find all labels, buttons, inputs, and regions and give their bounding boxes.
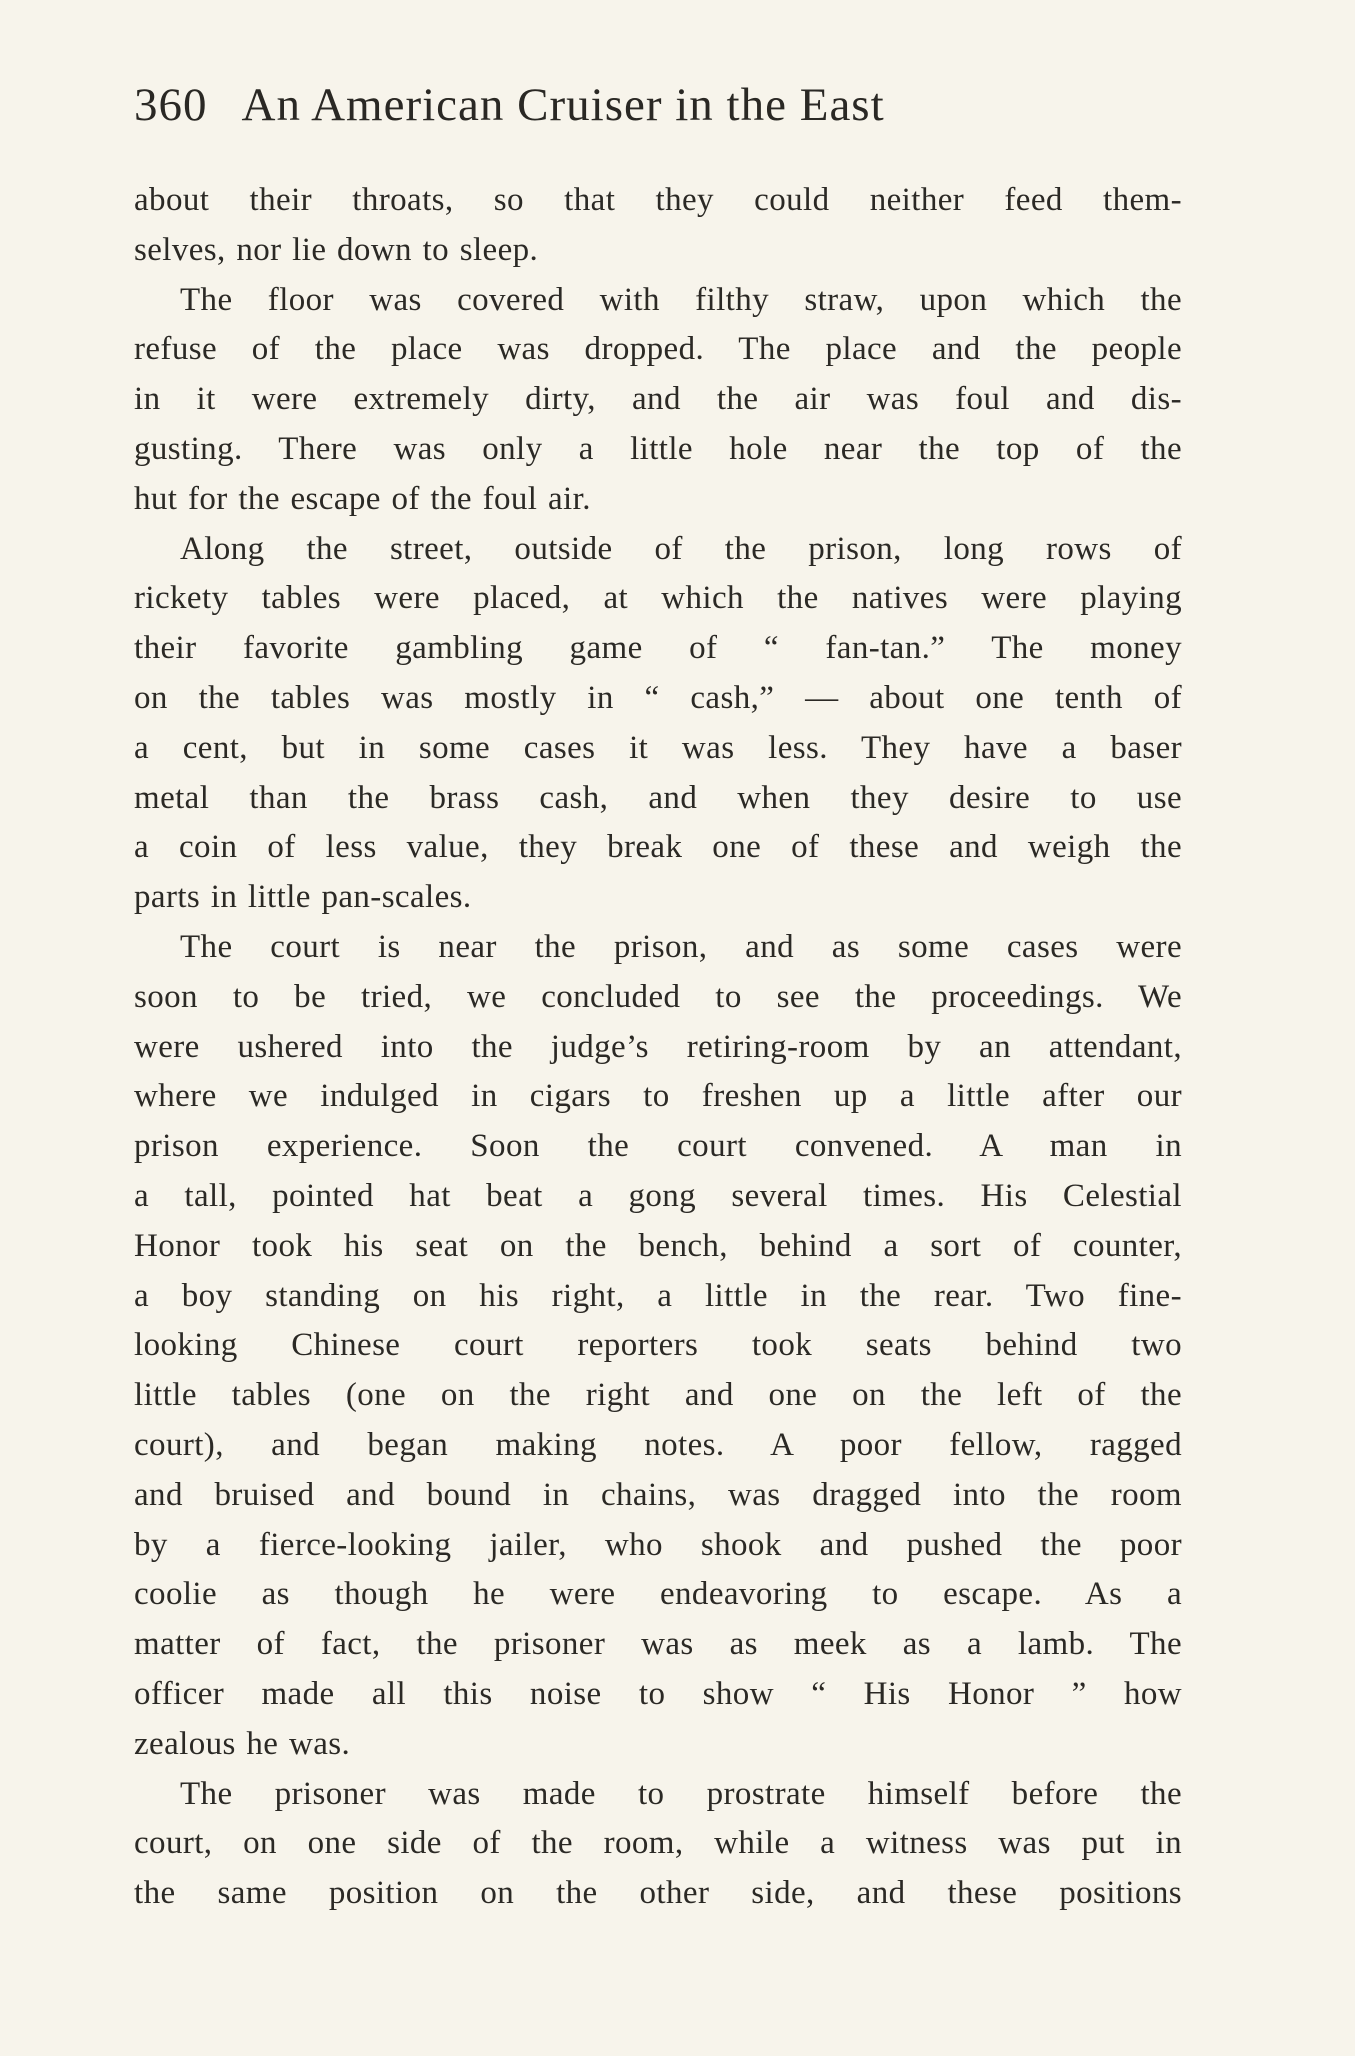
text-line: were ushered into the judge’s retiring-room by an attendant, <box>134 1028 1182 1065</box>
text-line: Honor took his seat on the bench, behind a sort of counter, <box>134 1227 1182 1264</box>
text-line: refuse of the place was dropped. The place and the people <box>134 331 1182 368</box>
text-line: on the tables was mostly in “ cash,” — about one tenth of <box>134 679 1182 716</box>
text-line: in it were extremely dirty, and the air was foul and dis- <box>134 381 1182 418</box>
text-line: court, on one side of the room, while a witness was put in <box>134 1825 1182 1862</box>
text-line: officer made all this noise to show “ His Honor ” how <box>134 1675 1182 1712</box>
text-line: Along the street, outside of the prison, long rows of <box>180 530 1182 567</box>
text-line: matter of fact, the prisoner was as meek as a lamb. The <box>134 1626 1182 1663</box>
text-line: The floor was covered with filthy straw, upon which the <box>180 281 1182 318</box>
text-line: The prisoner was made to prostrate himself before the <box>180 1775 1182 1812</box>
text-line: and bruised and bound in chains, was dragged into the room <box>134 1476 1182 1513</box>
text-line: a boy standing on his right, a little in the rear. Two fine- <box>134 1277 1182 1314</box>
running-head <box>134 78 1194 138</box>
text-line: parts in little pan-scales. <box>134 879 472 916</box>
text-line: the same position on the other side, and these positions <box>134 1875 1182 1912</box>
text-line: gusting. There was only a little hole near the top of the <box>134 430 1182 467</box>
text-line: hut for the escape of the foul air. <box>134 480 591 517</box>
text-line: little tables (one on the right and one on the left of the <box>134 1377 1182 1414</box>
text-line: where we indulged in cigars to freshen up a little after our <box>134 1078 1182 1115</box>
text-line: soon to be tried, we concluded to see the proceedings. We <box>134 978 1182 1015</box>
text-line: selves, nor lie down to sleep. <box>134 231 539 268</box>
text-line: court), and began making notes. A poor fellow, ragged <box>134 1426 1182 1463</box>
text-line: rickety tables were placed, at which the natives were playing <box>134 580 1182 617</box>
text-line: a coin of less value, they break one of these and weigh the <box>134 829 1182 866</box>
text-line: their favorite gambling game of “ fan-tan.” The money <box>134 630 1182 667</box>
text-line: The court is near the prison, and as some cases were <box>180 928 1182 965</box>
text-line: prison experience. Soon the court convened. A man in <box>134 1128 1182 1165</box>
page-number: 360 <box>134 79 208 131</box>
text-line: zealous he was. <box>134 1725 351 1762</box>
text-line: metal than the brass cash, and when they desire to use <box>134 779 1182 816</box>
text-line: a tall, pointed hat beat a gong several times. His Celestial <box>134 1177 1182 1214</box>
body-text <box>134 176 1182 1919</box>
text-line: about their throats, so that they could neither feed them- <box>134 182 1182 218</box>
text-line: by a fierce-looking jailer, who shook and pushed the poor <box>134 1526 1182 1563</box>
text-line: looking Chinese court reporters took seats behind two <box>134 1327 1182 1364</box>
text-line: a cent, but in some cases it was less. They have a baser <box>134 729 1182 766</box>
text-line: coolie as though he were endeavoring to escape. As a <box>134 1576 1182 1613</box>
running-title: An American Cruiser in the East <box>241 79 885 131</box>
